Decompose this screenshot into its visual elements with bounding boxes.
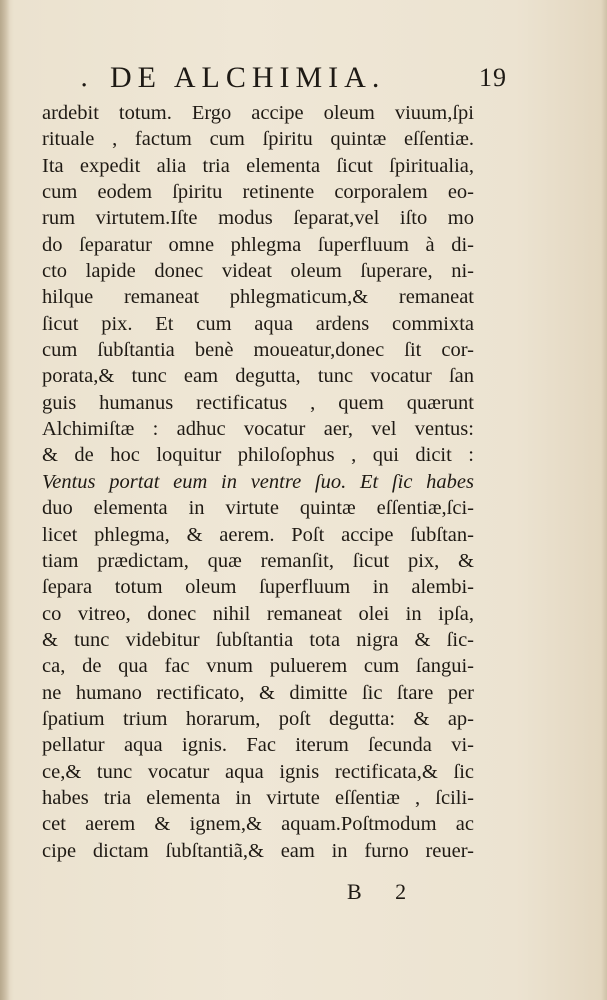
signature-mark: B 2	[347, 879, 421, 904]
text-line: tiam prædictam, quæ remanſit, ſicut pix, &	[42, 549, 474, 572]
text-line: porata,& tunc eam degutta, tunc vocatur ſan	[42, 365, 474, 388]
text-line: ſpatium trium horarum, poſt degutta: & ap-	[42, 707, 474, 730]
text-line: Alchimiſtæ : adhuc vocatur aer, vel ventus:	[42, 418, 474, 441]
text-line: Ita expedit alia tria elementa ſicut ſpiritualia,	[42, 154, 474, 177]
text-line: ſepara totum oleum ſuperfluum in alembi-	[42, 576, 474, 599]
text-line: ca, de qua fac vnum puluerem cum ſangui-	[42, 655, 474, 678]
text-line: rum virtutem.Iſte modus ſeparat,vel iſto mo	[42, 207, 474, 230]
text-line: hilque remaneat phlegmaticum,& remaneat	[42, 286, 474, 309]
text-line: & tunc videbitur ſubſtantia tota nigra & ſic-	[42, 628, 474, 651]
text-line: guis humanus rectificatus , quem quærunt	[42, 391, 474, 414]
text-line: ce,& tunc vocatur aqua ignis rectificata,& ſic	[42, 760, 474, 783]
body-text	[42, 100, 474, 864]
text-line: cto lapide donec videat oleum ſuperare, ni-	[42, 260, 474, 283]
text-line: & de hoc loquitur philoſophus , qui dicit :	[42, 444, 474, 467]
text-line: ardebit totum. Ergo accipe oleum viuum,ſpi	[42, 102, 474, 124]
text-line: cum ſubſtantia benè moueatur,donec ſit cor-	[42, 339, 474, 362]
text-line: duo elementa in virtute quintæ eſſentiæ,ſci-	[42, 497, 474, 520]
page-header	[80, 58, 507, 98]
text-line: cipe dictam ſubſtantiã,& eam in furno reuer-	[42, 839, 474, 862]
text-line: co vitreo, donec nihil remaneat olei in ipſa,	[42, 602, 474, 625]
text-line: licet phlegma, & aerem. Poſt accipe ſubſtan-	[42, 523, 474, 546]
page-number: 19	[479, 63, 507, 92]
text-line: cet aerem & ignem,& aquam.Poſtmodum ac	[42, 813, 474, 836]
text-line: ſicut pix. Et cum aqua ardens commixta	[42, 312, 474, 335]
header-dot: .	[80, 63, 89, 93]
text-line: pellatur aqua ignis. Fac iterum ſecunda vi-	[42, 734, 474, 757]
text-line: habes tria elementa in virtute eſſentiæ , ſcili-	[42, 786, 474, 809]
text-line: rituale , factum cum ſpiritu quintæ eſſentiæ.	[42, 128, 474, 151]
text-line: do ſeparatur omne phlegma ſuperfluum à di-	[42, 233, 474, 256]
text-line: ne humano rectificato, & dimitte ſic ſtare per	[42, 681, 474, 704]
text-line-quotation: Ventus portat eum in ventre ſuo. Et ſic habes	[42, 470, 474, 493]
text-line: cum eodem ſpiritu retinente corporalem eo-	[42, 181, 474, 204]
running-title: DE ALCHIMIA.	[110, 61, 386, 94]
